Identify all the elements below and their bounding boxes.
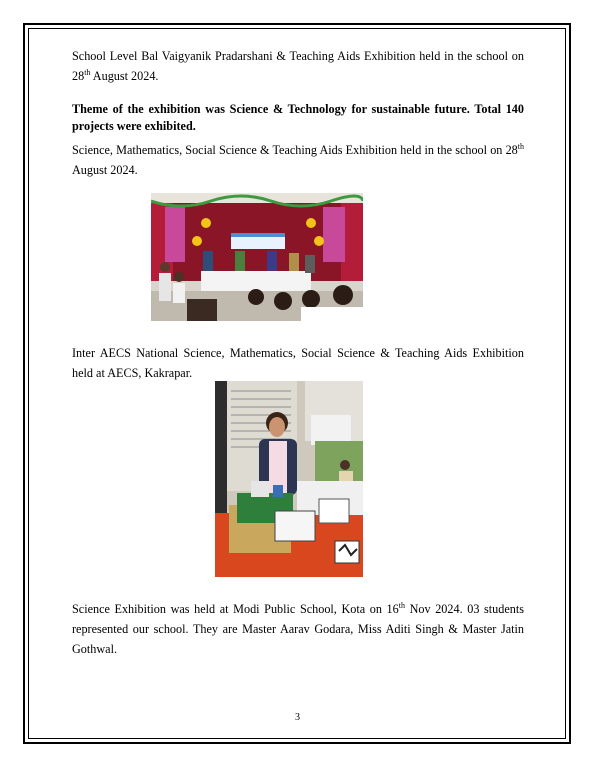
photo-student-with-project [215, 381, 363, 577]
paragraph-science-exhibition: Science, Mathematics, Social Science & Teaching Aids Exhibition held in the school on 28th August 2024. [72, 141, 524, 177]
page-number: 3 [295, 712, 300, 723]
photo-exhibition-stage [151, 193, 363, 321]
paragraph-exhibition-theme: Theme of the exhibition was Science & Technology for sustainable future. Total 140 projects were exhibited. [72, 102, 524, 133]
paragraph-school-level-exhibition: School Level Bal Vaigyanik Pradarshani & Teaching Aids Exhibition held in the school on 28th August 2024. [72, 49, 524, 83]
paragraph-modi-school-exhibition: Science Exhibition was held at Modi Public School, Kota on 16th Nov 2024. 03 students represented our school. They are Master Aarav Godara, Miss Aditi Singh & Master Jatin Gothwal. [72, 600, 524, 656]
paragraph-inter-aecs-exhibition: Inter AECS National Science, Mathematics, Social Science & Teaching Aids Exhibition held at AECS, Kakrapar. [72, 346, 524, 380]
